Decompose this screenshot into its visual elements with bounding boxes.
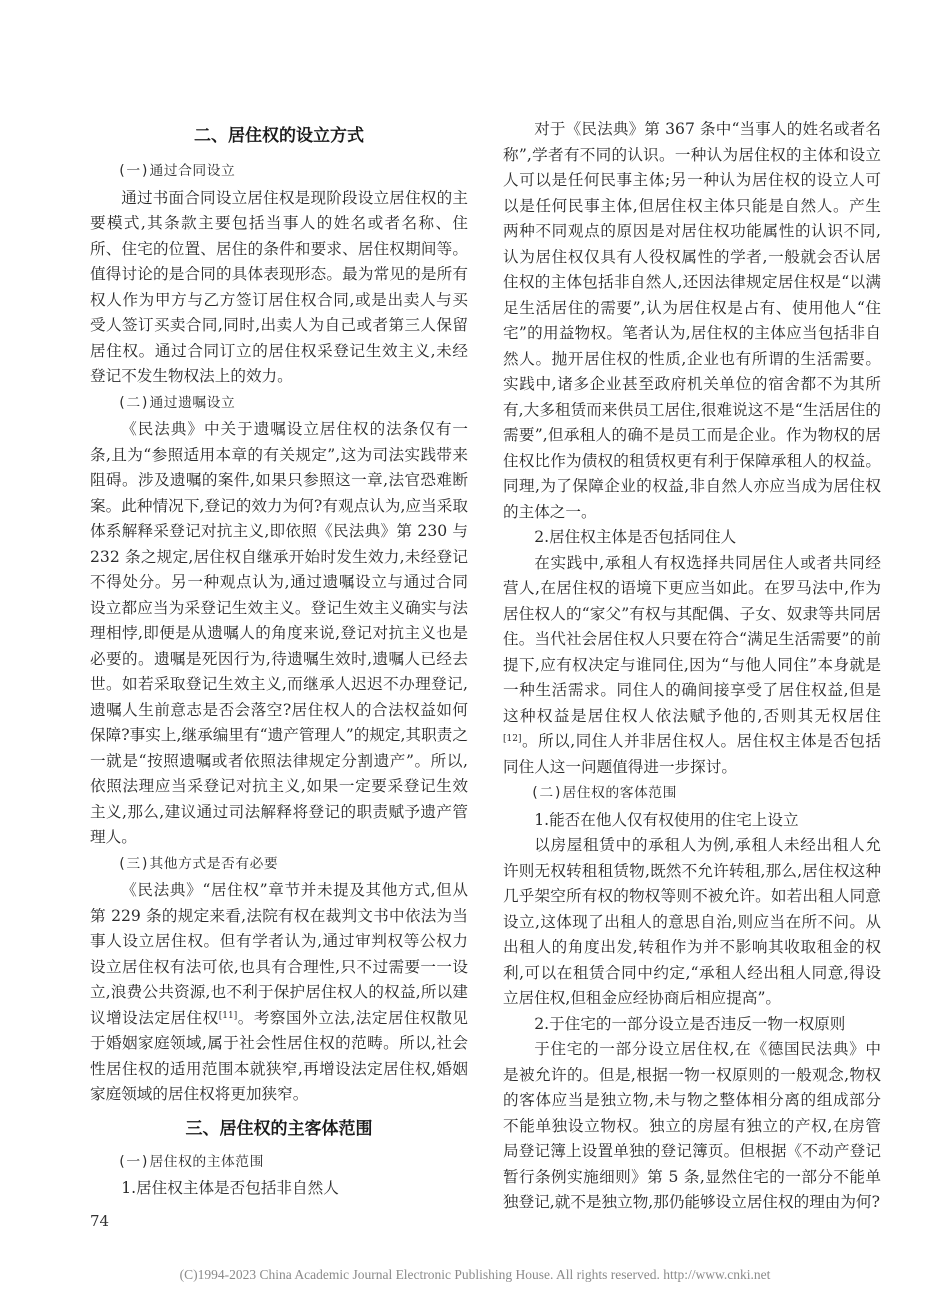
paragraph: 于住宅的一部分设立居住权,在《德国民法典》中是被允许的。但是,根据一物一权原则的一般观念,物权的客体应当是独立物,未与物之整体相分离的组成部分不能单独设立物权。独立的房屋有独立的产权,在房管局登记簿上设置单独的登记簿页。但根据《不动产登记暂行条例实施细则》第 5 条,显然住宅的一部分不能单独登记,就不是独立物,那仍能够设立居住权的理由为何? [503, 1040, 881, 1211]
copyright-footer: (C)1994-2023 China Academic Journal Electronic Publishing House. All rights reserved. http://www.cnki.net [179, 1267, 771, 1282]
paragraph [90, 878, 468, 1108]
citation-ref: [11] [218, 1010, 238, 1021]
paragraph-text: 。所以,同住人并非居住权人。居住权主体是否包括同住人这一问题值得进一步探讨。 [503, 732, 881, 776]
paragraph-text: 。考察国外立法,法定居住权散见于婚姻家庭领域,属于社会性居住权的范畴。所以,社会性居住权的适用范围本就狭窄,再增设法定居住权,婚姻家庭领域的居住权将更加狭窄。 [90, 1008, 468, 1103]
paragraph-text: 《民法典》“居住权”章节并未提及其他方式,但从第 229 条的规定来看,法院有权在裁判文书中依法为当事人设立居住权。但有学者认为,通过审判权等公权力设立居住权有法可依,也具有合理性,只不过需要一一设立,浪费公共资源,也不利于保护居住权人的权益,所以建议增设法定居住权 [90, 881, 468, 1027]
citation-ref: [12] [503, 734, 522, 744]
paragraph: 《民法典》中关于遗嘱设立居住权的法条仅有一条,且为“参照适用本章的有关规定”,这为司法实践带来阻碍。涉及遗嘱的案件,如果只参照这一章,法官恐难断案。此种情况下,登记的效力为何?有观点认为,应当采取体系解释采登记对抗主义,即依照《民法典》第 230 与 232 条之规定,居住权自继承开始时发生效力,未经登记不得处分。另一种观点认为,通过遗嘱设立与通过合同设立都应当为采登记生效主义。登记生效主义确实与法理相悖,即便是从遗嘱人的角度来说,登记对抗主义也是必要的。遗嘱是死因行为,待遗嘱生效时,遗嘱人已经去世。如若采取登记生效主义,而继承人迟迟不办理登记,遗嘱人生前意志是否会落空?居住权人的合法权益如何保障?事实上,继承编里有“遗产管理人”的规定,其职责之一就是“按照遗嘱或者依照法律规定分割遗产”。所以,依照法理应当采登记对抗主义,如果一定要采登记生效主义,那么,建议通过司法解释将登记的职责赋予遗产管理人。 [90, 420, 468, 846]
numbered-item: 2.于住宅的一部分设立是否违反一物一权原则 [534, 1014, 846, 1033]
paragraph [503, 551, 881, 781]
paragraph: 对于《民法典》第 367 条中“当事人的姓名或者名称”,学者有不同的认识。一种认为居住权的主体和设立人可以是任何民事主体;另一种认为居住权的设立人可以是任何民事主体,但居住权主体只能是自然人。产生两种不同观点的原因是对居住权功能属性的认识不同,认为居住权仅具有人役权属性的学者,一般就会否认居住权的主体包括非自然人,还因法律规定居住权是“以满足生活居住的需要”,认为居住权是占有、使用他人“住宅”的用益物权。笔者认为,居住权的主体应当包括非自然人。抛开居住权的性质,企业也有所谓的生活需要。实践中,诸多企业甚至政府机关单位的宿舍都不为其所有,大多租赁而来供员工居住,很难说这不是“生活居住的需要”,但承租人的确不是员工而是企业。作为物权的居住权比作为债权的租赁权更有利于保障承租人的权益。同理,为了保障企业的权益,非自然人亦应当成为居住权的主体之一。 [503, 120, 881, 521]
subsection-heading: (三)其他方式是否有必要 [117, 855, 279, 872]
page-number: 74 [90, 1212, 110, 1230]
numbered-item: 1.居住权主体是否包括非自然人 [121, 1179, 339, 1197]
subsection-heading: (二)通过遗嘱设立 [117, 394, 236, 411]
subsection-heading: (一)居住权的主体范围 [117, 1153, 264, 1170]
paragraph: 通过书面合同设立居住权是现阶段设立居住权的主要模式,其条款主要包括当事人的姓名或者名称、住所、住宅的位置、居住的条件和要求、居住权期间等。值得讨论的是合同的具体表现形态。最为常见的是所有权人作为甲方与乙方签订居住权合同,或是出卖人与买受人签订买卖合同,同时,出卖人为自己或者第三人保留居住权。通过合同订立的居住权采登记生效主义,未经登记不发生物权法上的效力。 [90, 188, 468, 385]
right-column [503, 117, 881, 1216]
subsection-heading: (一)通过合同设立 [117, 163, 236, 179]
numbered-item: 2.居住权主体是否包括同住人 [534, 528, 737, 546]
left-column [90, 117, 468, 1202]
section-heading-3: 三、居住权的主客体范围 [185, 1118, 373, 1139]
paragraph: 以房屋租赁中的承租人为例,承租人未经出租人允许则无权转租租赁物,既然不允许转租,那么,居住权这种几乎架空所有权的物权等则不被允许。如若出租人同意设立,这体现了出租人的意思自治,则应当在所不问。从出租人的角度出发,转租作为并不影响其收取租金的权利,可以在租赁合同中约定,“承租人经出租人同意,得设立居住权,但租金应经协商后相应提高”。 [503, 836, 881, 1007]
subsection-heading: (二)居住权的客体范围 [530, 785, 677, 801]
section-heading-2: 二、居住权的设立方式 [194, 126, 364, 146]
paragraph-text: 在实践中,承租人有权选择共同居住人或者共同经营人,在居住权的语境下更应当如此。在罗马法中,作为居住权人的“家父”有权与其配偶、子女、奴隶等共同居住。当代社会居住权人只要在符合“满足生活需要”的前提下,应有权决定与谁同住,因为“与他人同住”本身就是一种生活需求。同住人的确间接享受了居住权益,但是这种权益是居住权人依法赋予他的,否则其无权居住 [503, 553, 881, 725]
numbered-item: 1.能否在他人仅有权使用的住宅上设立 [534, 810, 799, 829]
